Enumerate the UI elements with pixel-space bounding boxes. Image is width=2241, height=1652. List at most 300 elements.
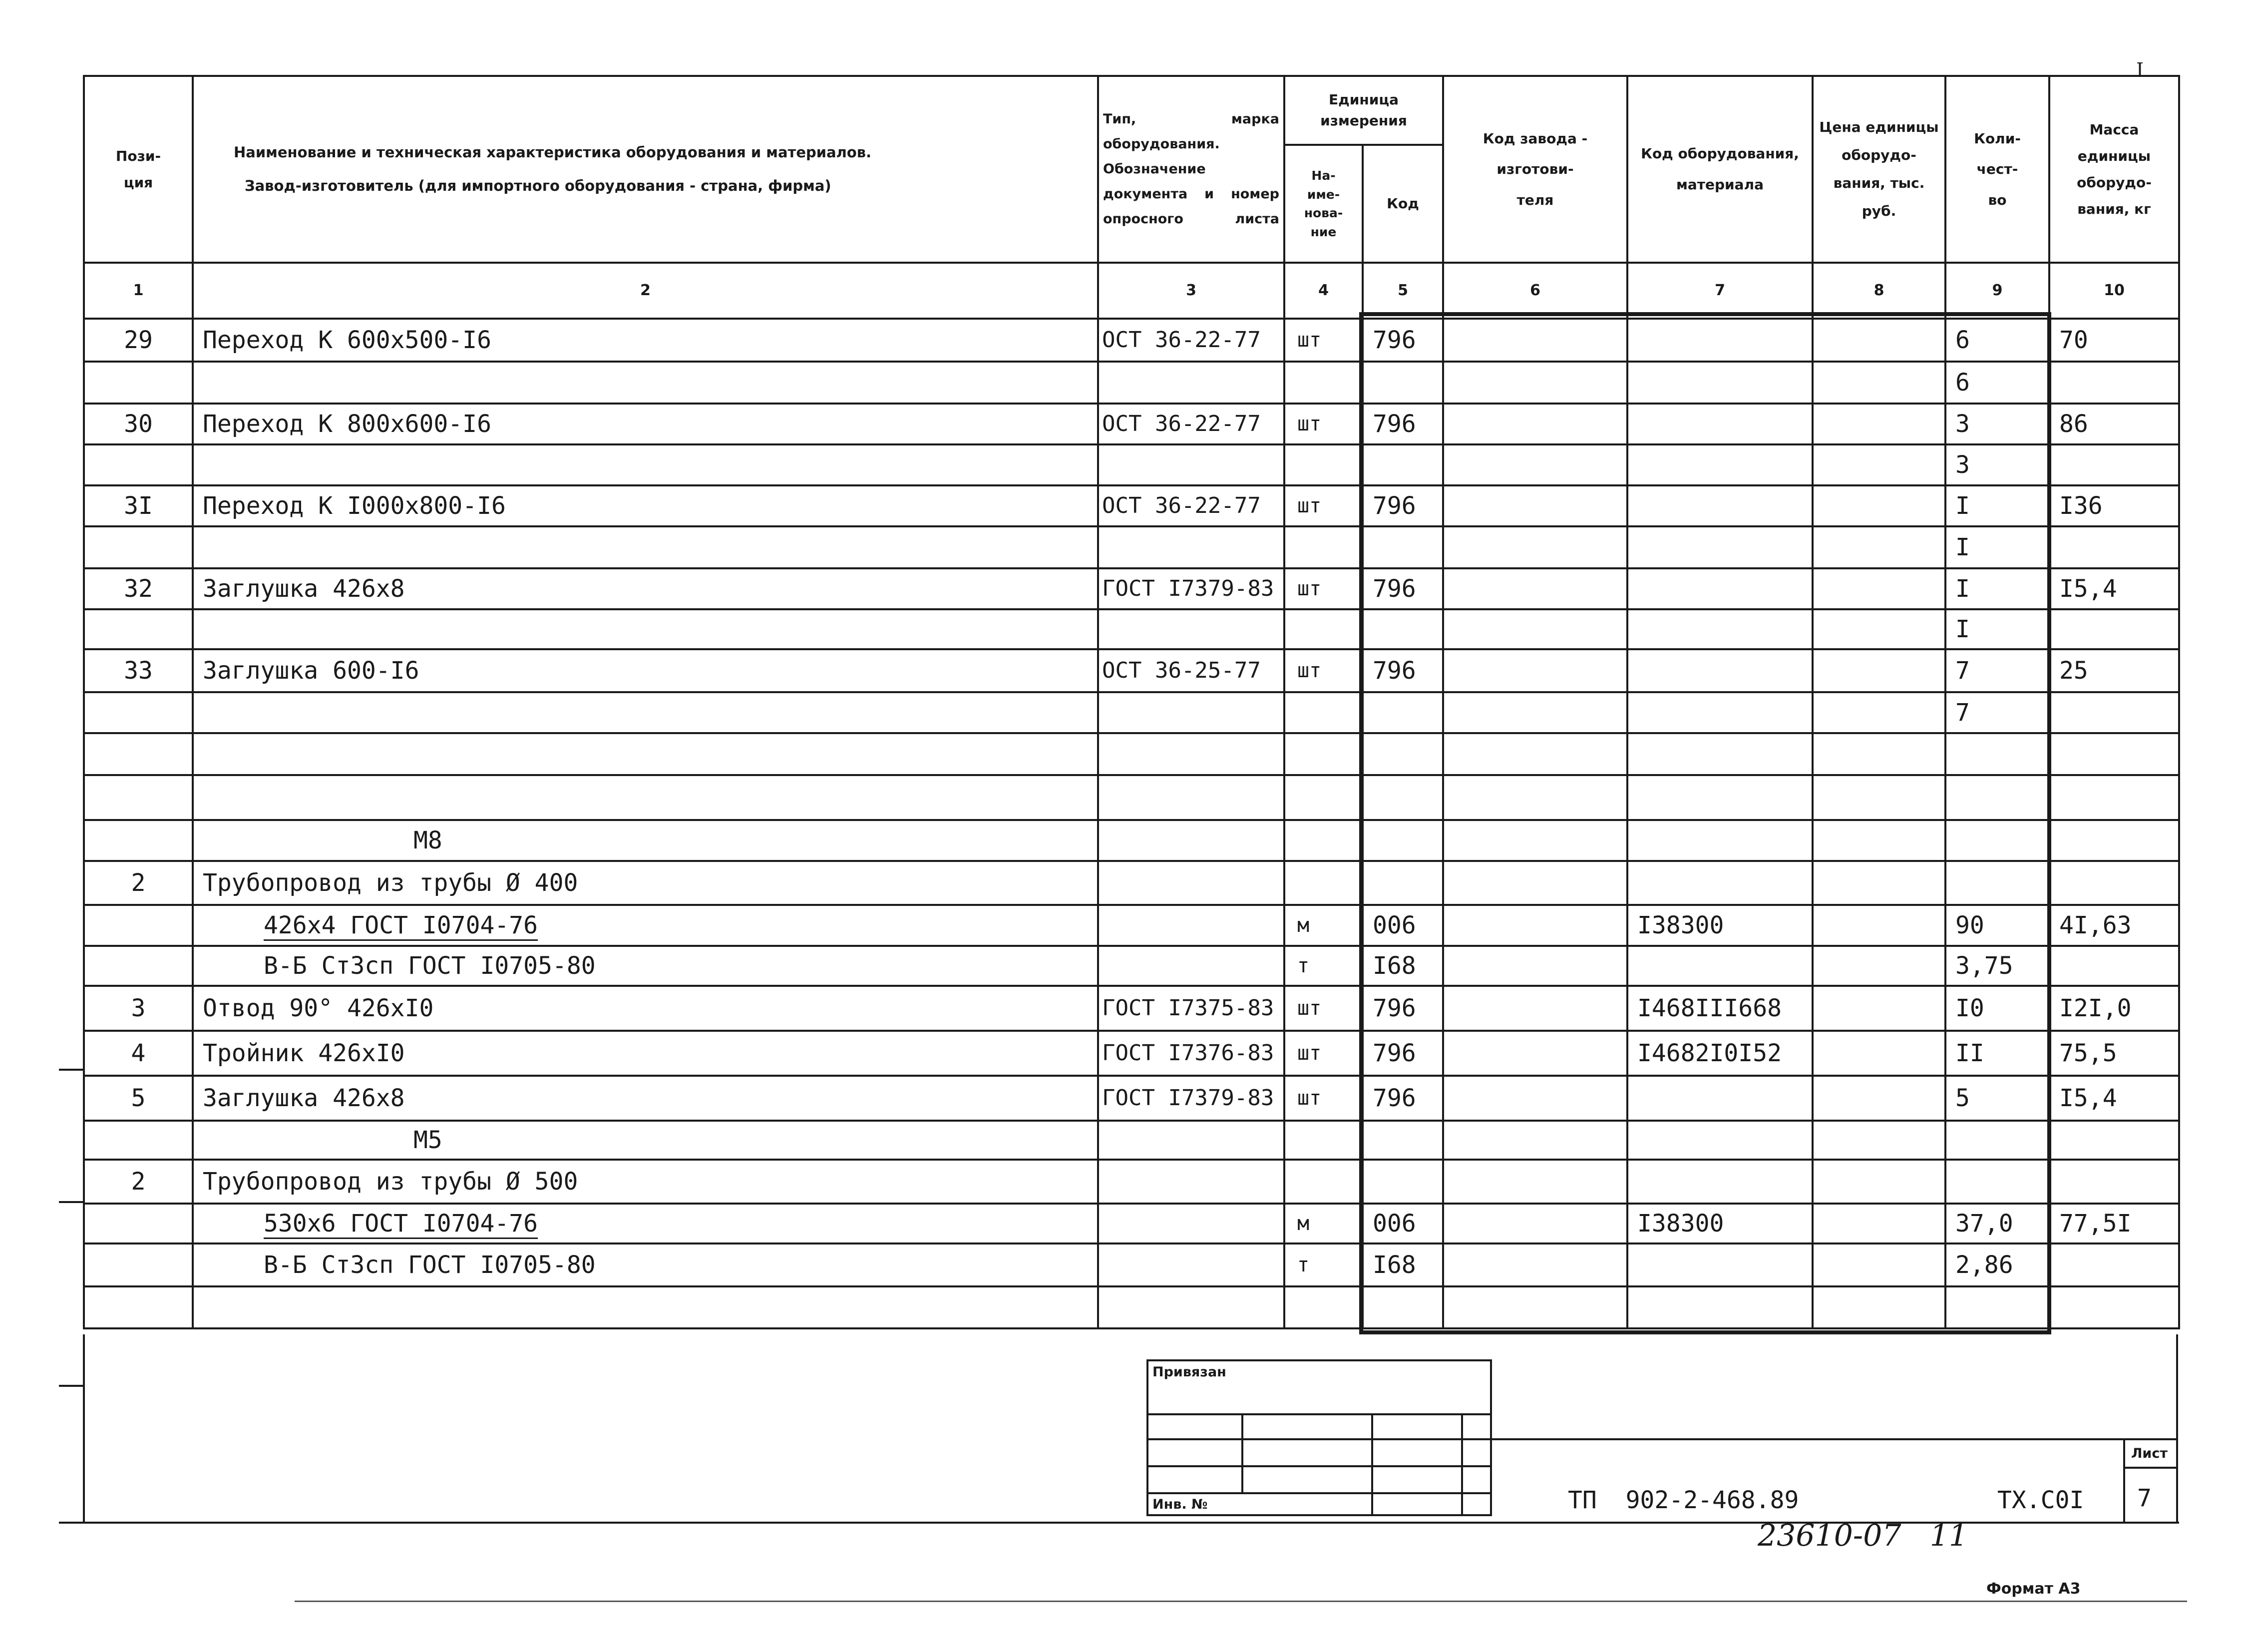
unit-name-cell (1284, 444, 1363, 485)
unit-name-cell (1284, 820, 1363, 861)
name-cell (193, 1243, 1098, 1286)
position-cell (84, 820, 193, 861)
quantity-cell (1945, 692, 2049, 733)
position-cell (84, 1243, 193, 1286)
cell-text: I468III668 (1637, 994, 1782, 1022)
material-code-cell (1627, 820, 1813, 861)
plant-code-cell (1443, 1243, 1627, 1286)
price-cell (1813, 444, 1945, 485)
quantity-cell (1945, 485, 2049, 526)
cell-text: 426х4 ГОСТ I0704-76 (264, 911, 538, 939)
price-cell (1813, 733, 1945, 775)
unit-code-cell (1363, 775, 1443, 820)
document-cell (1098, 1076, 1284, 1121)
position-cell (84, 733, 193, 775)
unit-code-cell (1363, 1286, 1443, 1328)
plant-code-cell (1443, 404, 1627, 444)
column-number: 6 (1443, 263, 1627, 319)
material-code-cell (1627, 1286, 1813, 1328)
cell-text: м (1297, 1212, 1310, 1235)
name-cell (193, 609, 1098, 649)
cell-text: 2,86 (1955, 1251, 2013, 1279)
unit-code-cell (1363, 649, 1443, 692)
material-code-cell (1627, 485, 1813, 526)
column-number: 5 (1363, 263, 1443, 319)
table-row (84, 444, 2179, 485)
unit-code-cell (1363, 946, 1443, 986)
price-cell (1813, 649, 1945, 692)
document-cell (1098, 568, 1284, 609)
header-name (193, 76, 1098, 263)
material-code-cell (1627, 362, 1813, 404)
cell-text: 006 (1373, 911, 1416, 939)
position-cell (84, 775, 193, 820)
material-code-cell (1627, 1076, 1813, 1121)
quantity-cell (1945, 568, 2049, 609)
material-code-cell (1627, 861, 1813, 905)
material-code-cell (1627, 692, 1813, 733)
plant-code-cell (1443, 986, 1627, 1031)
unit-name-cell (1284, 526, 1363, 568)
cell-text: I4682I0I52 (1637, 1039, 1782, 1067)
unit-code-cell (1363, 444, 1443, 485)
cell-text: 77,5I (2059, 1210, 2132, 1238)
attachment-stamp (1146, 1359, 1492, 1516)
price-cell (1813, 1286, 1945, 1328)
inventory-label: Инв. № (1147, 1493, 1372, 1515)
plant-code-cell (1443, 946, 1627, 986)
unit-code-cell (1363, 319, 1443, 362)
unit-name-cell (1284, 1160, 1363, 1204)
quantity-cell (1945, 526, 2049, 568)
document-cell (1098, 861, 1284, 905)
cell-text: 796 (1373, 575, 1416, 603)
cell-text: шт (1297, 1087, 1322, 1110)
margin-tick (59, 1385, 84, 1387)
cell-text: 006 (1373, 1210, 1416, 1238)
mass-cell (2049, 1076, 2179, 1121)
mass-cell (2049, 649, 2179, 692)
quantity-cell (1945, 733, 2049, 775)
price-cell (1813, 1160, 1945, 1204)
material-code-cell (1627, 1243, 1813, 1286)
position-cell (84, 861, 193, 905)
cell-text: 25 (2059, 657, 2088, 685)
document-cell (1098, 319, 1284, 362)
name-cell (193, 820, 1098, 861)
position-cell (84, 362, 193, 404)
cell-text: I38300 (1637, 911, 1724, 939)
frame-line (1361, 312, 2051, 316)
table-row (84, 1243, 2179, 1286)
mass-cell (2049, 319, 2179, 362)
cell-text: I (1955, 615, 1970, 643)
header-price: Цена единицы оборудо- вания, тыс. руб. (1813, 76, 1945, 263)
cell-text: 32 (124, 575, 153, 603)
mass-cell (2049, 485, 2179, 526)
name-cell (193, 733, 1098, 775)
price-cell (1813, 946, 1945, 986)
cell-text: Тройник 426хI0 (203, 1039, 405, 1067)
unit-code-cell (1363, 1121, 1443, 1160)
material-code-cell (1627, 649, 1813, 692)
cell-text: 530х6 ГОСТ I0704-76 (264, 1210, 538, 1238)
cell-text: Отвод 90° 426хI0 (203, 994, 434, 1022)
cell-text: Заглушка 426х8 (203, 575, 405, 603)
plant-code-cell (1443, 568, 1627, 609)
cell-text: 6 (1955, 369, 1970, 397)
quantity-cell (1945, 609, 2049, 649)
document-cell (1098, 485, 1284, 526)
unit-name-cell (1284, 1121, 1363, 1160)
cell-text: 3I (124, 492, 153, 520)
mass-cell (2049, 986, 2179, 1031)
name-cell (193, 649, 1098, 692)
unit-name-cell (1284, 485, 1363, 526)
price-cell (1813, 775, 1945, 820)
unit-code-cell (1363, 568, 1443, 609)
table-row (84, 485, 2179, 526)
cell-text: ОСТ 36-22-77 (1102, 493, 1261, 518)
mass-cell (2049, 444, 2179, 485)
position-cell (84, 1286, 193, 1328)
cell-text: шт (1297, 329, 1322, 352)
cell-text: 796 (1373, 994, 1416, 1022)
quantity-cell (1945, 1286, 2049, 1328)
header-name-line1: Наименование и техническая характеристика оборудования и материалов. (234, 144, 872, 161)
unit-name-cell (1284, 649, 1363, 692)
cell-text: I36 (2059, 492, 2103, 520)
position-cell (84, 319, 193, 362)
document-cell (1098, 946, 1284, 986)
plant-code-cell (1443, 444, 1627, 485)
table-row (84, 649, 2179, 692)
position-cell (84, 1076, 193, 1121)
plant-code-cell (1443, 861, 1627, 905)
header-material-code: Код оборудования, материала (1627, 76, 1813, 263)
cell-text: шт (1297, 577, 1322, 600)
price-cell (1813, 1076, 1945, 1121)
table-row (84, 733, 2179, 775)
cell-text: 5 (1955, 1084, 1970, 1112)
position-cell (84, 526, 193, 568)
cell-text: 796 (1373, 410, 1416, 438)
name-cell (193, 946, 1098, 986)
header-quantity: Коли- чест- во (1945, 76, 2049, 263)
cell-text: 5 (131, 1084, 146, 1112)
unit-name-cell (1284, 1204, 1363, 1243)
cell-text: ГОСТ I7376-83 (1102, 1040, 1274, 1066)
unit-name-cell (1284, 362, 1363, 404)
quantity-cell (1945, 946, 2049, 986)
cell-text: 86 (2059, 410, 2088, 438)
name-cell (193, 485, 1098, 526)
cell-text: шт (1297, 659, 1322, 682)
column-number: 4 (1284, 263, 1363, 319)
document-cell (1098, 1243, 1284, 1286)
mass-cell (2049, 692, 2179, 733)
unit-code-cell (1363, 362, 1443, 404)
unit-name-cell (1284, 775, 1363, 820)
unit-name-cell (1284, 733, 1363, 775)
cell-text: 33 (124, 657, 153, 685)
mass-cell (2049, 609, 2179, 649)
price-cell (1813, 905, 1945, 946)
table-row (84, 820, 2179, 861)
position-cell (84, 404, 193, 444)
plant-code-cell (1443, 1031, 1627, 1076)
mass-cell (2049, 362, 2179, 404)
unit-code-cell (1363, 1076, 1443, 1121)
unit-code-cell (1363, 1204, 1443, 1243)
table-body (84, 319, 2179, 1328)
table-row (84, 861, 2179, 905)
unit-name-cell (1284, 404, 1363, 444)
material-code-cell (1627, 404, 1813, 444)
cell-text: 90 (1955, 911, 1984, 939)
document-cell (1098, 986, 1284, 1031)
margin-tick (59, 1069, 84, 1071)
cell-text: 29 (124, 326, 153, 354)
position-cell (84, 1031, 193, 1076)
cell-text: 6 (1955, 326, 1970, 354)
table-row (84, 1204, 2179, 1243)
margin-tick (59, 1201, 84, 1203)
unit-code-cell (1363, 905, 1443, 946)
price-cell (1813, 362, 1945, 404)
cell-text: II (1955, 1039, 1984, 1067)
document-cell (1098, 1031, 1284, 1076)
header-mass: Масса единицы оборудо- вания, кг (2049, 76, 2179, 263)
cell-text: 70 (2059, 326, 2088, 354)
price-cell (1813, 1243, 1945, 1286)
price-cell (1813, 609, 1945, 649)
document-cell (1098, 1160, 1284, 1204)
cell-text: I68 (1373, 1251, 1416, 1279)
table-row (84, 946, 2179, 986)
name-cell (193, 692, 1098, 733)
name-cell (193, 444, 1098, 485)
cut-line (295, 1601, 2187, 1602)
plant-code-cell (1443, 362, 1627, 404)
header-plant-code: Код завода - изготови- теля (1443, 76, 1627, 263)
unit-name-cell (1284, 568, 1363, 609)
unit-code-cell (1363, 986, 1443, 1031)
cell-text: 7 (1955, 699, 1970, 727)
price-cell (1813, 526, 1945, 568)
column-number: 7 (1627, 263, 1813, 319)
position-cell (84, 946, 193, 986)
document-cell (1098, 733, 1284, 775)
unit-name-cell (1284, 861, 1363, 905)
name-cell (193, 1286, 1098, 1328)
cell-text: I2I,0 (2059, 994, 2132, 1022)
plant-code-cell (1443, 1286, 1627, 1328)
cell-text: ГОСТ I7375-83 (1102, 995, 1274, 1021)
column-number: 9 (1945, 263, 2049, 319)
table-row (84, 362, 2179, 404)
corner-mark: I (2136, 59, 2144, 81)
title-block-line (1492, 1438, 2178, 1440)
unit-name-cell (1284, 609, 1363, 649)
document-cell (1098, 1121, 1284, 1160)
unit-name-cell (1284, 1286, 1363, 1328)
position-cell (84, 444, 193, 485)
price-cell (1813, 485, 1945, 526)
quantity-cell (1945, 1204, 2049, 1243)
cell-text: I5,4 (2059, 575, 2117, 603)
header-position: Пози- ция (84, 76, 193, 263)
quantity-cell (1945, 1031, 2049, 1076)
cell-text: шт (1297, 494, 1322, 517)
table-row (84, 1076, 2179, 1121)
table-row (84, 609, 2179, 649)
name-cell (193, 986, 1098, 1031)
column-number: 3 (1098, 263, 1284, 319)
cell-text: 796 (1373, 492, 1416, 520)
price-cell (1813, 820, 1945, 861)
material-code-cell (1627, 319, 1813, 362)
name-cell (193, 362, 1098, 404)
position-cell (84, 649, 193, 692)
quantity-cell (1945, 1076, 2049, 1121)
cell-text: М8 (413, 826, 442, 854)
cell-text: Заглушка 426х8 (203, 1084, 405, 1112)
unit-code-cell (1363, 692, 1443, 733)
mass-cell (2049, 1160, 2179, 1204)
cell-text: т (1297, 1253, 1310, 1276)
material-code-cell (1627, 986, 1813, 1031)
unit-code-cell (1363, 485, 1443, 526)
mass-cell (2049, 568, 2179, 609)
cell-text: м (1297, 914, 1310, 937)
cell-text: 796 (1373, 1084, 1416, 1112)
cell-text: ОСТ 36-22-77 (1102, 327, 1261, 353)
name-cell (193, 568, 1098, 609)
mass-cell (2049, 1243, 2179, 1286)
plant-code-cell (1443, 733, 1627, 775)
position-cell (84, 1204, 193, 1243)
unit-code-cell (1363, 609, 1443, 649)
column-number: 2 (193, 263, 1098, 319)
material-code-cell (1627, 946, 1813, 986)
price-cell (1813, 319, 1945, 362)
mass-cell (2049, 861, 2179, 905)
table-row (84, 1160, 2179, 1204)
table-row (84, 1031, 2179, 1076)
name-cell (193, 905, 1098, 946)
unit-name-cell (1284, 946, 1363, 986)
unit-code-cell (1363, 1243, 1443, 1286)
mass-cell (2049, 404, 2179, 444)
document-cell (1098, 649, 1284, 692)
header-unit-group: Единица измерения (1284, 76, 1443, 145)
table-row (84, 568, 2179, 609)
name-cell (193, 319, 1098, 362)
cell-text: т (1297, 954, 1310, 977)
cell-text: 37,0 (1955, 1210, 2013, 1238)
quantity-cell (1945, 1160, 2049, 1204)
mass-cell (2049, 905, 2179, 946)
quantity-cell (1945, 861, 2049, 905)
cell-text: ГОСТ I7379-83 (1102, 576, 1274, 601)
material-code-cell (1627, 733, 1813, 775)
project-number: ТП 902-2-468.89 (1568, 1486, 1799, 1514)
column-number: 10 (2049, 263, 2179, 319)
cell-text: шт (1297, 997, 1322, 1020)
frame-line (2047, 312, 2051, 1334)
position-cell (84, 485, 193, 526)
frame-line (2176, 1334, 2178, 1523)
cell-text: В-Б Ст3сп ГОСТ I0705-80 (264, 1251, 596, 1279)
quantity-cell (1945, 319, 2049, 362)
cell-text: 3 (131, 994, 146, 1022)
sheet-label: Лист (2131, 1446, 2168, 1461)
cell-text: шт (1297, 1042, 1322, 1065)
cell-text: Переход К 800х600-I6 (203, 410, 491, 438)
material-code-cell (1627, 1160, 1813, 1204)
unit-code-cell (1363, 404, 1443, 444)
unit-code-cell (1363, 820, 1443, 861)
header-doc: Тип, марка оборудования. Обозначение документа и номер опросного листа (1098, 76, 1284, 263)
document-cell (1098, 692, 1284, 733)
cell-text: I0 (1955, 994, 1984, 1022)
unit-name-cell (1284, 319, 1363, 362)
cell-text: I38300 (1637, 1210, 1724, 1238)
specification-table (83, 75, 2180, 1329)
cell-text: 30 (124, 410, 153, 438)
cell-text: Переход К 600х500-I6 (203, 326, 491, 354)
document-cell (1098, 526, 1284, 568)
unit-code-cell (1363, 733, 1443, 775)
table-row (84, 1286, 2179, 1328)
quantity-cell (1945, 775, 2049, 820)
unit-name-cell (1284, 905, 1363, 946)
frame-line (83, 1334, 85, 1523)
plant-code-cell (1443, 1204, 1627, 1243)
cell-text: 3 (1955, 451, 1970, 479)
name-cell (193, 526, 1098, 568)
unit-code-cell (1363, 861, 1443, 905)
drawing-mark: ТХ.С0I (1997, 1486, 2084, 1514)
quantity-cell (1945, 820, 2049, 861)
name-cell (193, 775, 1098, 820)
document-cell (1098, 905, 1284, 946)
plant-code-cell (1443, 1121, 1627, 1160)
format-label: Формат А3 (1986, 1580, 2081, 1598)
mass-cell (2049, 820, 2179, 861)
position-cell (84, 609, 193, 649)
name-cell (193, 1121, 1098, 1160)
cell-text: 75,5 (2059, 1039, 2117, 1067)
unit-name-cell (1284, 986, 1363, 1031)
table-row (84, 986, 2179, 1031)
material-code-cell (1627, 775, 1813, 820)
mass-cell (2049, 1286, 2179, 1328)
cell-text: В-Б Ст3сп ГОСТ I0705-80 (264, 952, 596, 980)
unit-name-cell (1284, 1031, 1363, 1076)
cell-text: 2 (131, 1168, 146, 1196)
header-unit-code: Код (1363, 145, 1443, 263)
cell-text: Трубопровод из трубы Ø 500 (203, 1168, 578, 1196)
price-cell (1813, 1121, 1945, 1160)
cell-text: ОСТ 36-22-77 (1102, 411, 1261, 436)
position-cell (84, 568, 193, 609)
document-cell (1098, 1204, 1284, 1243)
plant-code-cell (1443, 820, 1627, 861)
quantity-cell (1945, 649, 2049, 692)
document-cell (1098, 820, 1284, 861)
